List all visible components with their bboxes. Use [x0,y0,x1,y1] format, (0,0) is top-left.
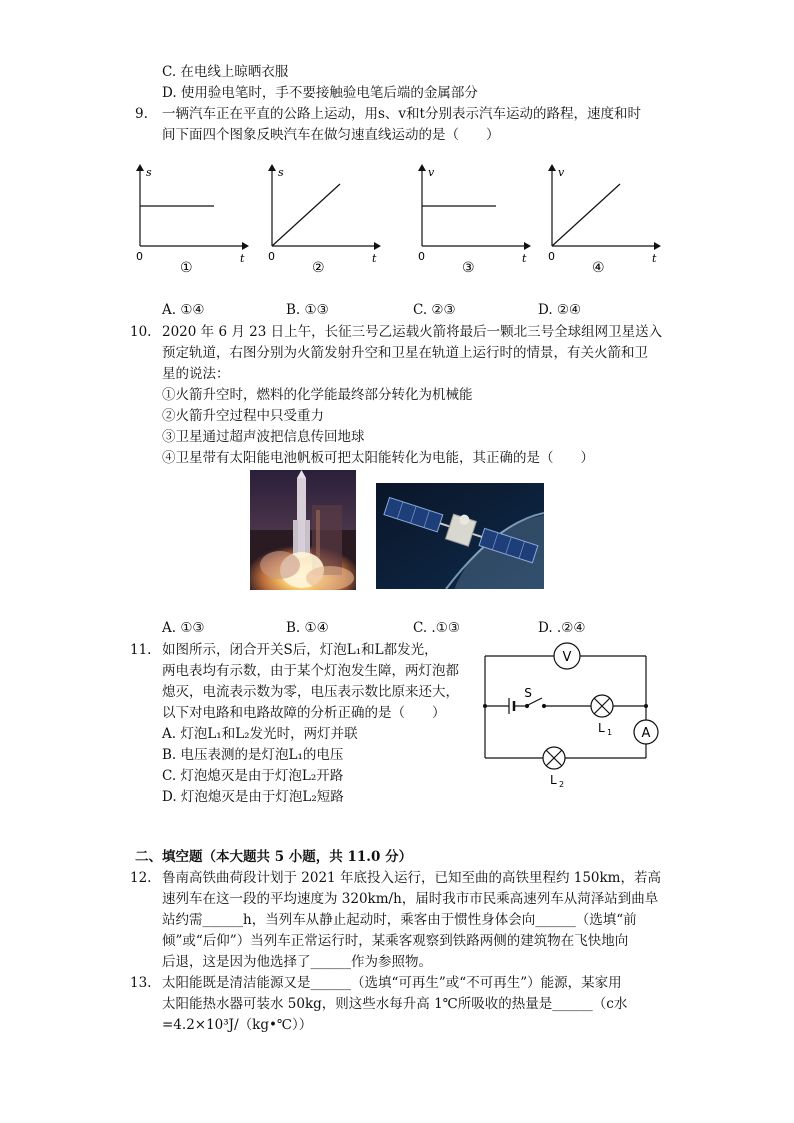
q10-option-c: C. .①③ [413,620,460,636]
q10-option-d: D. .②④ [538,620,586,636]
q11-stem-line3: 熄灭，电流表示数为零，电压表示数比原来还大， [162,684,459,700]
svg-text:V: V [562,650,572,665]
q12-number: 12. [130,870,152,886]
q12-line5: 后退，这是因为他选择了______作为参照物。 [162,954,432,970]
q11-stem-line2: 两电表均有示数，由于某个灯泡发生障，两灯泡都 [162,663,459,679]
x-axis-label: t [372,252,377,265]
q10-stem-line2: 预定轨道，右图分别为火箭发射升空和卫星在轨道上运行时的情景，有关火箭和卫 [162,345,648,361]
svg-text:1: 1 [607,728,613,737]
q10-statement-2: ②火箭升空过程中只受重力 [162,408,324,424]
y-axis-label: s [278,166,284,179]
y-axis-arrow [268,164,276,171]
q10-statement-3: ③卫星通过超声波把信息传回地球 [162,429,365,445]
q10-stem-line3: 星的说法： [162,366,230,382]
q10-option-a: A. ①③ [162,620,205,636]
q9-graph-1 [130,162,260,282]
svg-text:L: L [550,773,557,787]
q12-line2: 速列车在这一段的平均速度为 320km/h，届时我市市民乘高速列车从菏泽站到曲阜 [162,891,659,907]
q10-statement-4: ④卫星带有太阳能电池帆板可把太阳能转化为电能，其正确的是（ ） [162,450,594,466]
graph-line [272,184,340,246]
q10-option-b: B. ①④ [286,620,329,636]
q11-stem-line4: 以下对电路和电路故障的分析正确的是（ ） [162,705,446,721]
origin-label: 0 [136,250,143,263]
x-axis-arrow [374,242,381,250]
origin-label: 0 [548,250,555,263]
q12-line3: 站约需______h，当列车从静止起动时，乘客由于惯性身体会向______（选填“前 [162,912,637,928]
q8-option-d: D. 使用验电笔时，手不要接触验电笔后端的金属部分 [162,85,478,101]
q10-number: 10. [130,324,152,340]
q8-option-c: C. 在电线上晾晒衣服 [162,64,289,80]
q9-option-d: D. ②④ [538,302,582,318]
q11-option-b: B. 电压表测的是灯泡L₁的电压 [162,747,344,763]
satellite-orbit-photo [376,483,544,589]
y-axis-label: v [558,166,565,179]
q11-option-d: D. 灯泡熄灭是由于灯泡L₂短路 [162,789,344,805]
y-axis-label: s [146,166,152,179]
graph-number: ④ [592,260,605,276]
y-axis-label: v [428,166,435,179]
q9-option-a: A. ①④ [162,302,205,318]
q9-graph-4 [542,162,672,282]
q13-line3: =4.2×10³J/（kg•℃）） [162,1017,313,1033]
q11-stem-line1: 如图所示，闭合开关S后，灯泡L₁和L都发光， [162,642,438,658]
svg-text:2: 2 [559,780,565,789]
circuit-diagram [478,636,678,800]
x-axis-arrow [654,242,661,250]
y-axis-arrow [418,164,426,171]
q13-line1: 太阳能既是清洁能源又是______（选填“可再生”或“不可再生”）能源，某家用 [162,975,622,991]
q11-option-c: C. 灯泡熄灭是由于灯泡L₂开路 [162,768,344,784]
q13-line2: 太阳能热水器可装水 50kg，则这些水每升高 1℃所吸收的热量是______（c水 [162,996,628,1012]
svg-text:S: S [524,686,532,700]
q9-graph-3 [412,162,542,282]
q10-statement-1: ①火箭升空时，燃料的化学能最终部分转化为机械能 [162,387,473,403]
x-axis-label: t [522,252,527,265]
rocket-launch-photo [250,470,356,590]
graph-number: ② [312,260,325,276]
q9-stem-line1: 一辆汽车正在平直的公路上运动，用s、v和t分别表示汽车运动的路程，速度和时 [162,106,641,122]
q9-number: 9. [135,106,148,122]
graph-number: ③ [462,260,475,276]
graph-number: ① [180,260,193,276]
q9-option-c: C. ②③ [413,302,456,318]
graph-line [552,184,620,246]
y-axis-arrow [548,164,556,171]
x-axis-label: t [652,252,657,265]
section-2-title: 二、填空题（本大题共 5 小题，共 11.0 分） [135,849,413,865]
svg-text:L: L [598,721,605,735]
q10-stem-line1: 2020 年 6 月 23 日上午，长征三号乙运载火箭将最后一颗北三号全球组网卫星送入 [162,324,663,340]
q9-stem-line2: 间下面四个图象反映汽车在做匀速直线运动的是（ ） [162,127,500,143]
y-axis-arrow [136,164,144,171]
svg-text:A: A [641,726,651,741]
x-axis-arrow [242,242,249,250]
x-axis-label: t [240,252,245,265]
origin-label: 0 [418,250,425,263]
x-axis-arrow [524,242,531,250]
q11-option-a: A. 灯泡L₁和L₂发光时，两灯并联 [162,726,358,742]
q12-line4: 倾”或“后仰”）当列车正常运行时，某乘客观察到铁路两侧的建筑物在飞快地向 [162,933,629,949]
origin-label: 0 [268,250,275,263]
q13-number: 13. [130,975,152,991]
q9-option-b: B. ①③ [286,302,329,318]
q9-graph-2 [262,162,392,282]
q12-line1: 鲁南高铁曲荷段计划于 2021 年底投入运行，已知至曲的高铁里程约 150km，若高 [162,870,661,886]
q11-number: 11. [130,642,152,658]
